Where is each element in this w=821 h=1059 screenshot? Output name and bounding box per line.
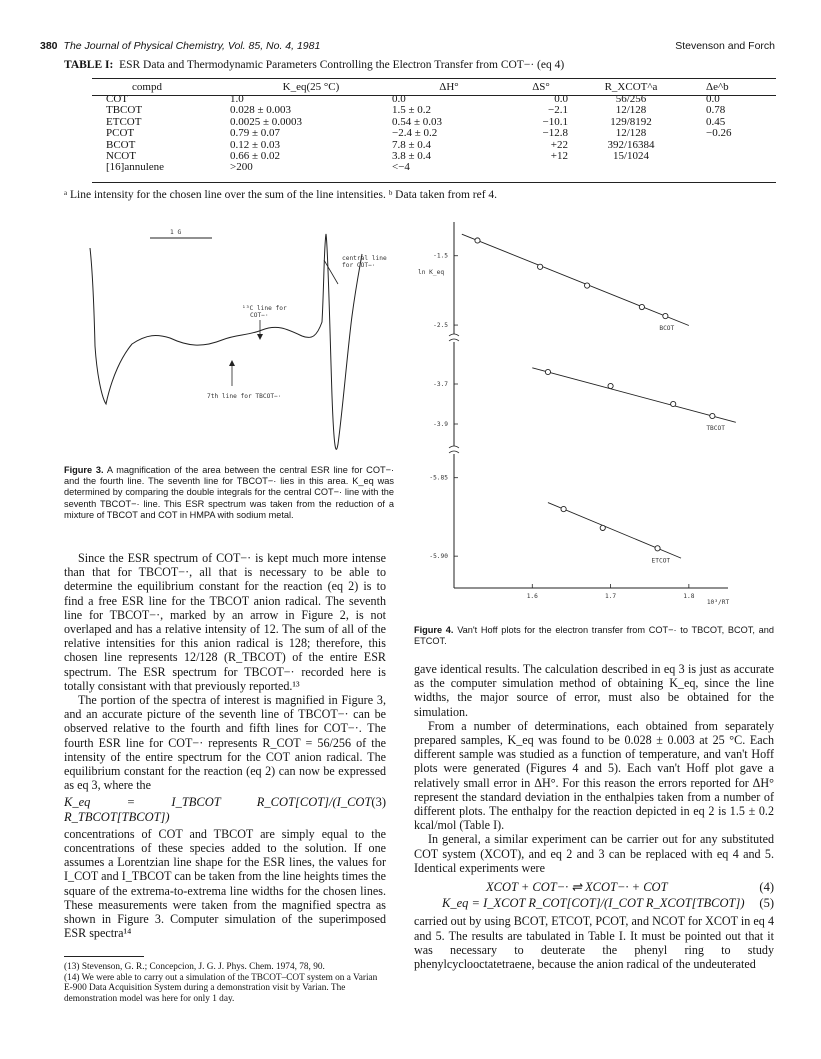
footnote-rule — [64, 956, 144, 957]
figure3-caption-label: Figure 3. — [64, 465, 104, 475]
data-point — [545, 369, 550, 374]
table-cell: −2.4 ± 0.2 — [392, 127, 438, 140]
y-tick-label: -5.90 — [429, 553, 448, 561]
equation-3 — [64, 795, 386, 823]
table-cell: 0.78 — [706, 104, 726, 117]
equation-5-number: (5) — [759, 896, 774, 911]
x-tick-label: 1.7 — [604, 593, 617, 600]
data-point — [584, 283, 589, 288]
table-cell — [506, 162, 576, 173]
table-cell: +12 — [550, 150, 568, 163]
table-row — [92, 162, 776, 173]
table-cell: −10.1 — [542, 115, 568, 128]
footnote-13: (13) Stevenson, G. R.; Concepcion, J. G. J. Phys. Chem. 1974, 78, 90. — [64, 962, 325, 972]
table-header-row — [92, 81, 776, 94]
equation-4 — [486, 880, 774, 894]
paragraph: carried out by using BCOT, ETCOT, PCOT, and NCOT for XCOT in eq 4 and 5. The results are tabulated in Table I. It must be pointed out that it was necessary to deuterate the phenyl ring to study phenylcyclooctatetraene, because the anion radical of the undeuterated — [414, 914, 774, 972]
table-cell — [576, 162, 686, 173]
table-cell: >200 — [230, 161, 253, 174]
esr-trace — [90, 234, 362, 449]
paragraph: From a number of determinations, each obtained from separately prepared samples, K_eq was found to be 0.028 ± 0.003 at 25 °C. Each different sample was studied as a function of temperature, and van't Hoff plots were generated (Figures 4 and 5). Each van't Hoff plot gave a relatively small error in ΔH°. For this reason the errors reported for ΔH° represent the standard deviation in the enthalpies taken from a number of different plots. The enthalpy for the reaction depicted in eq 2 is 1.5 ± 0.2 kcal/mol (Table I). — [414, 718, 774, 833]
table-cell — [686, 151, 776, 162]
table-cell: [16]annulene — [106, 161, 165, 174]
data-point — [710, 413, 715, 418]
data-point — [639, 304, 644, 309]
13c-arrowhead — [257, 334, 263, 340]
right-column — [414, 662, 774, 971]
series-label: BCOT — [659, 325, 675, 333]
table-cell: 0.0 — [706, 93, 720, 105]
table-cell: 0.45 — [706, 115, 726, 128]
table-row — [92, 151, 776, 162]
running-header — [40, 40, 320, 52]
7th-arrowhead — [229, 360, 235, 366]
equation-5-text: K_eq = I_XCOT R_COT[COT]/(I_COT R_XCOT[TBCOT]) — [442, 896, 745, 911]
table-cell: 0.54 ± 0.03 — [392, 115, 443, 128]
table-footnote: ᵃ Line intensity for the chosen line over the sum of the line intensities. ᵇ Data taken from ref 4. — [64, 189, 498, 201]
table-row — [92, 140, 776, 151]
axis-break-gap — [450, 446, 458, 454]
footnote-14: (14) We were able to carry out a simulation of the TBCOT–COT system on a Varian E-900 Data Acquisition System during a demonstration visit by Varian. The demonstration model was here for only 1 day. — [64, 972, 378, 1004]
svg-text:central line for COT−· — [342, 255, 390, 269]
figure3-caption-text: A magnification of the area between the central ESR line for COT−· and the fourth line. The seventh line for TBCOT−· lies in this area. K_eq was determined by comparing the double integrals for the central COT−· line with the seventh TBCOT−· line. This ESR spectrum was taken from the reduction of a mixture of TBCOT and COT in HMPA with sodium metal. — [64, 465, 394, 520]
table-cell — [686, 140, 776, 151]
table-cell: 0.0 — [554, 93, 568, 105]
data-point — [600, 525, 605, 530]
data-point — [561, 506, 566, 511]
col-header: ΔS° — [532, 80, 550, 93]
table-cell: 129/8192 — [610, 115, 652, 128]
fit-line — [548, 503, 681, 559]
x-tick-label: 1.6 — [526, 593, 538, 600]
figure4-chart — [410, 214, 740, 622]
scale-label: 1 G — [170, 229, 182, 236]
y-tick-label: -5.85 — [429, 474, 448, 482]
paragraph: gave identical results. The calculation described in eq 3 is just as accurate as the computer simulation method of obtaining K_eq, since the line widths, the major source of error, must also be obtained for the simulation. — [414, 662, 774, 719]
table-cell: 1.5 ± 0.2 — [392, 104, 432, 117]
label-7th: 7th line for TBCOT−· — [207, 393, 282, 400]
header-authors: Stevenson and Forch — [675, 40, 775, 52]
figure3-esr-spectrum — [62, 226, 412, 464]
series-label: TBCOT — [706, 425, 725, 432]
equation-5 — [442, 896, 774, 910]
table-cell: 392/16384 — [607, 138, 655, 151]
table-cell: 7.8 ± 0.4 — [392, 138, 432, 151]
x-tick-label: 1.8 — [683, 593, 695, 600]
equation-4-number: (4) — [759, 880, 774, 895]
table-cell: 12/128 — [615, 127, 647, 140]
col-header: ΔH° — [439, 80, 459, 93]
fit-line — [462, 234, 689, 325]
y-tick-label: -3.9 — [433, 421, 448, 428]
central-line-pointer — [324, 260, 338, 284]
equation-3-text: K_eq = I_TBCOT R_COT[COT]/(I_COT R_TBCOT[TBCOT]) — [64, 795, 372, 824]
series-label: ETCOT — [651, 557, 671, 565]
table-cell: 15/1024 — [612, 150, 650, 163]
table-cell: 0.028 ± 0.003 — [230, 104, 292, 117]
table-top-rule — [92, 78, 776, 79]
svg-text:¹³C line for COT−· — [242, 305, 290, 319]
table-cell: 0.66 ± 0.02 — [230, 150, 281, 163]
paragraph: concentrations of COT and TBCOT are simply equal to the concentrations of these species added to the solution. If one assumes a Lorentzian line shape for the ESR lines, the values for I_COT and I_TBCOT can be taken from the line heights times the square of the extrema-to-extrema line widths for the chosen lines. These measurements were taken from the magnified spectra as shown in Figure 3. Computer simulation of the superimposed ESR spectra¹⁴ — [64, 826, 386, 941]
label-central: central line — [342, 255, 387, 262]
label-central-2: for COT−· — [342, 262, 376, 269]
figure4-caption — [414, 625, 774, 647]
table-caption — [64, 59, 564, 71]
y-tick-label: -2.5 — [433, 322, 448, 330]
equation-4-text: XCOT + COT−· ⇌ XCOT−· + COT — [486, 880, 668, 895]
y-axis-label: ln K_eq — [418, 269, 445, 276]
table-cell: −0.26 — [706, 127, 732, 140]
y-tick-label: -1.5 — [433, 252, 448, 260]
table-cell: NCOT — [106, 150, 136, 163]
col-header: compd — [132, 80, 162, 93]
table-cell — [686, 162, 776, 173]
table-title: ESR Data and Thermodynamic Parameters Controlling the Electron Transfer from COT−· (eq 4) — [119, 59, 565, 71]
table-label: TABLE I: — [64, 59, 114, 71]
table-cell: BCOT — [106, 138, 136, 151]
table-header-rule — [92, 95, 776, 96]
data-point — [671, 401, 676, 406]
table-cell: 12/128 — [615, 104, 647, 117]
table-bottom-rule — [92, 182, 776, 183]
table-cell: 0.0 — [392, 93, 406, 105]
table-cell: COT — [106, 93, 128, 105]
table-cell: <−4 — [392, 161, 410, 174]
axis-break-gap — [450, 334, 458, 342]
paragraph: The portion of the spectra of interest is magnified in Figure 3, and an accurate picture of the seventh line of TBCOT−· can be observed relative to the fourth and fifth lines for COT−·. The fourth ESR line for COT−· represents R_COT = 56/256 of the intensity of the entire spectrum for the COT anion radical. The equilibrium constant for the reaction (eq 2) can now be expressed as eq 3, where the — [64, 693, 386, 793]
equation-3-number: (3) — [371, 795, 386, 810]
figure4-caption-text: Van't Hoff plots for the electron transfer from COT−· to TBCOT, BCOT, and ETCOT. — [414, 625, 774, 647]
table-cell: −12.8 — [542, 127, 568, 140]
table-row — [92, 128, 776, 139]
table-cell: TBCOT — [106, 104, 143, 117]
data-point — [475, 238, 480, 243]
table-cell: 0.0025 ± 0.0003 — [230, 115, 303, 128]
col-header: K_eq(25 °C) — [282, 80, 340, 93]
table-cell: 56/256 — [615, 93, 647, 105]
figure3-caption — [64, 465, 394, 521]
paragraph: Since the ESR spectrum of COT−· is kept much more intense than that for TBCOT−·, all that is necessary to be able to determine the equilibrium constant for the reaction (eq 2) is to find a free ESR line for the TBCOT anion radical. The seventh line for TBCOT−·, marked by an arrow in Figure 2, is not overlaped and has a relative intensity of 12. The sum of all of the relative intensities for this anion radical is 128; therefore, this chosen line represents 12/128 (R_TBCOT) of the entire ESR spectrum. The ESR spectrum for TBCOT−· recorded here is totally consistant with that previously reported.¹³ — [64, 551, 386, 693]
table-cell: ETCOT — [106, 115, 142, 128]
data-point — [655, 546, 660, 551]
table-cell: 1.0 — [230, 93, 244, 105]
journal-citation: The Journal of Physical Chemistry, Vol. 85, No. 4, 1981 — [63, 40, 321, 52]
table-cell: 0.12 ± 0.03 — [230, 138, 281, 151]
left-column — [64, 551, 386, 940]
fit-line — [532, 368, 736, 422]
table-cell: 3.8 ± 0.4 — [392, 150, 432, 163]
table-cell: 0.79 ± 0.07 — [230, 127, 281, 140]
x-axis-label: 10³/RT — [706, 599, 730, 606]
footnotes — [64, 962, 386, 1004]
col-header: R_XCOT^a — [604, 80, 658, 93]
data-point — [663, 313, 668, 318]
table-cell: −2.1 — [548, 104, 568, 117]
paragraph: In general, a similar experiment can be carrier out for any substituted COT system (XCOT), and eq 2 and 3 can be replaced with eq 4 and 5. Identical experiments were — [414, 832, 774, 875]
table-cell: +22 — [550, 138, 568, 151]
data-point — [538, 264, 543, 269]
label-13c-2: COT−· — [250, 312, 269, 319]
data-point — [608, 383, 613, 388]
page-number: 380 — [40, 40, 58, 52]
label-13c: ¹³C line for — [242, 305, 287, 312]
col-header: Δe^b — [706, 80, 729, 93]
table-cell: PCOT — [106, 127, 135, 140]
y-tick-label: -3.7 — [433, 381, 448, 388]
figure4-caption-label: Figure 4. — [414, 625, 454, 635]
